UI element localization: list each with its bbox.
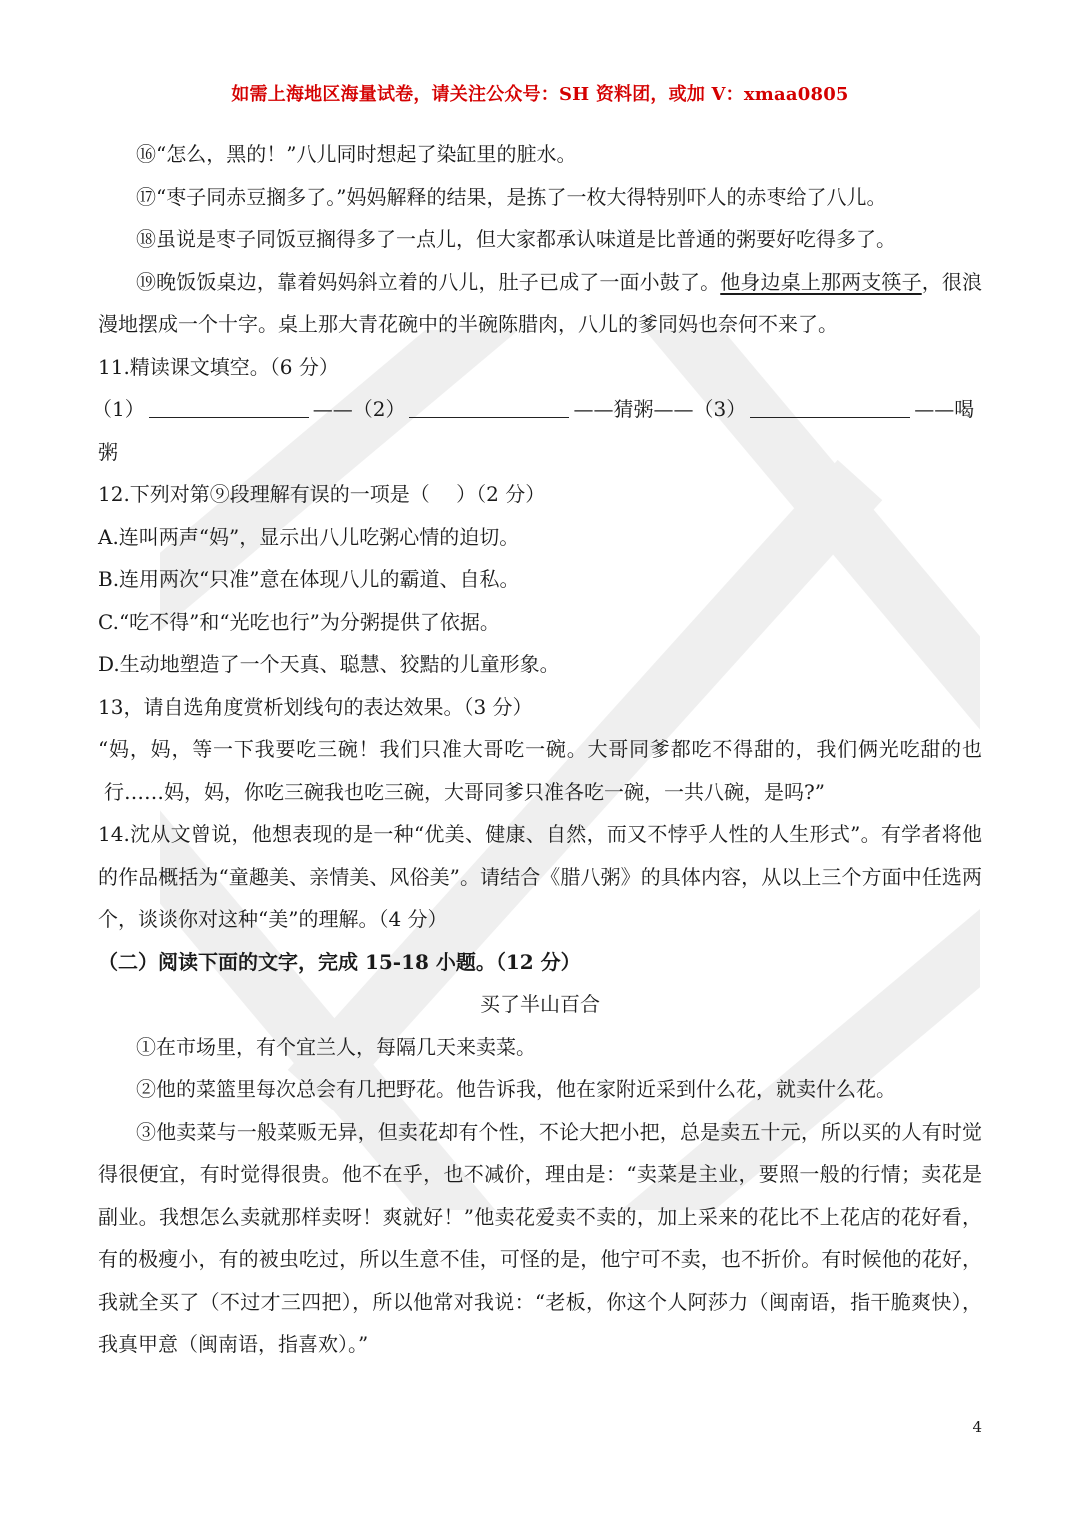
- option-a: A.连叫两声“妈”，显示出八儿吃粥心情的迫切。: [98, 524, 520, 549]
- blank-2-label: ——（2）: [312, 397, 406, 421]
- article-title: 买了半山百合: [480, 992, 600, 1016]
- question-11-blanks: [92, 388, 982, 473]
- paragraph-17: ⑰“枣子同赤豆搁多了。”妈妈解释的结果，是拣了一枚大得特别吓人的赤枣给了八儿。: [136, 184, 887, 209]
- question-13-quote: “妈，妈，等一下我要吃三碗！我们只准大哥吃一碗。大哥同爹都吃不得甜的，我们俩光吃甜的也行……妈，妈，你吃三碗我也吃三碗，大哥同爹只准各吃一碗，一共八碗，是吗?”: [98, 737, 982, 804]
- question-12-prompt: 12.下列对第⑨段理解有误的一项是（ ）（2 分）: [98, 482, 546, 506]
- paragraph-19: [98, 261, 982, 346]
- answer-blank-3[interactable]: [750, 395, 910, 418]
- blank-3-label: ——猜粥——（3）: [573, 397, 747, 421]
- article-paragraph-1: ①在市场里，有个宜兰人，每隔几天来卖菜。: [136, 1034, 536, 1059]
- blank-1-label: （1）: [92, 397, 145, 421]
- paragraph-16: ⑯“怎么，黑的！”八儿同时想起了染缸里的脏水。: [136, 142, 577, 166]
- question-11-prompt: 11.精读课文填空。（6 分）: [98, 354, 339, 379]
- section-2-heading: （二）阅读下面的文字，完成 15-18 小题。（12 分）: [98, 949, 581, 974]
- question-13-prompt: 13，请自选角度赏析划线句的表达效果。（3 分）: [98, 694, 533, 719]
- option-b: B.连用两次“只准”意在体现八儿的霸道、自私。: [98, 567, 520, 591]
- option-d: D.生动地塑造了一个天真、聪慧、狡黠的儿童形象。: [98, 652, 560, 676]
- article-paragraph-3: ③他卖菜与一般菜贩无异，但卖花却有个性，不论大把小把，总是卖五十元，所以买的人有时觉得很便宜，有时觉得很贵。他不在乎，也不减价，理由是：“卖菜是主业，要照一般的行情；卖花是副业。我想怎么卖就那样卖呀！爽就好！”他卖花爱卖不卖的，加上采来的花比不上花店的花好看，有的极瘦小，有的被虫吃过，所以生意不佳，可怪的是，他宁可不卖，也不折价。有时候他的花好，我就全买了（不过才三四把），所以他常对我说：“老板，你这个人阿莎力（闽南语，指干脆爽快），我真甲意（闽南语，指喜欢）。”: [98, 1119, 982, 1356]
- paragraph-19-rest: ，很浪漫地摆成一个十字。桌上那大青花碗中的半碗陈腊肉，八儿的爹同妈也奈何不来了。: [98, 269, 983, 336]
- article-paragraph-2: ②他的菜篮里每次总会有几把野花。他告诉我，他在家附近采到什么花，就卖什么花。: [136, 1077, 896, 1101]
- option-c: C.“吃不得”和“光吃也行”为分粥提供了依据。: [98, 609, 500, 634]
- answer-blank-2[interactable]: [409, 395, 569, 418]
- underlined-sentence: 他身边桌上那两支筷子: [720, 269, 922, 294]
- question-14-prompt: 14.沈从文曾说，他想表现的是一种“优美、健康、自然，而又不悖乎人性的人生形式”。有学者将他的作品概括为“童趣美、亲情美、风俗美”。请结合《腊八粥》的具体内容，从以上三个方面中任选两个，谈谈你对这种“美”的理解。（4 分）: [98, 822, 982, 931]
- document-body: [92, 133, 983, 1366]
- paragraph-18: ⑱虽说是枣子同饭豆搁得多了一点儿，但大家都承认味道是比普通的粥要好吃得多了。: [136, 227, 896, 251]
- header-notice: 如需上海地区海量试卷，请关注公众号：SH 资料团，或加 V：xmaa0805: [231, 84, 849, 105]
- paragraph-19-text: ⑲晚饭饭桌边，靠着妈妈斜立着的八儿，肚子已成了一面小鼓了。: [136, 269, 721, 294]
- blank-end-label: ——喝粥: [98, 397, 975, 464]
- answer-blank-1[interactable]: [149, 395, 309, 418]
- page-number: 4: [972, 1418, 982, 1436]
